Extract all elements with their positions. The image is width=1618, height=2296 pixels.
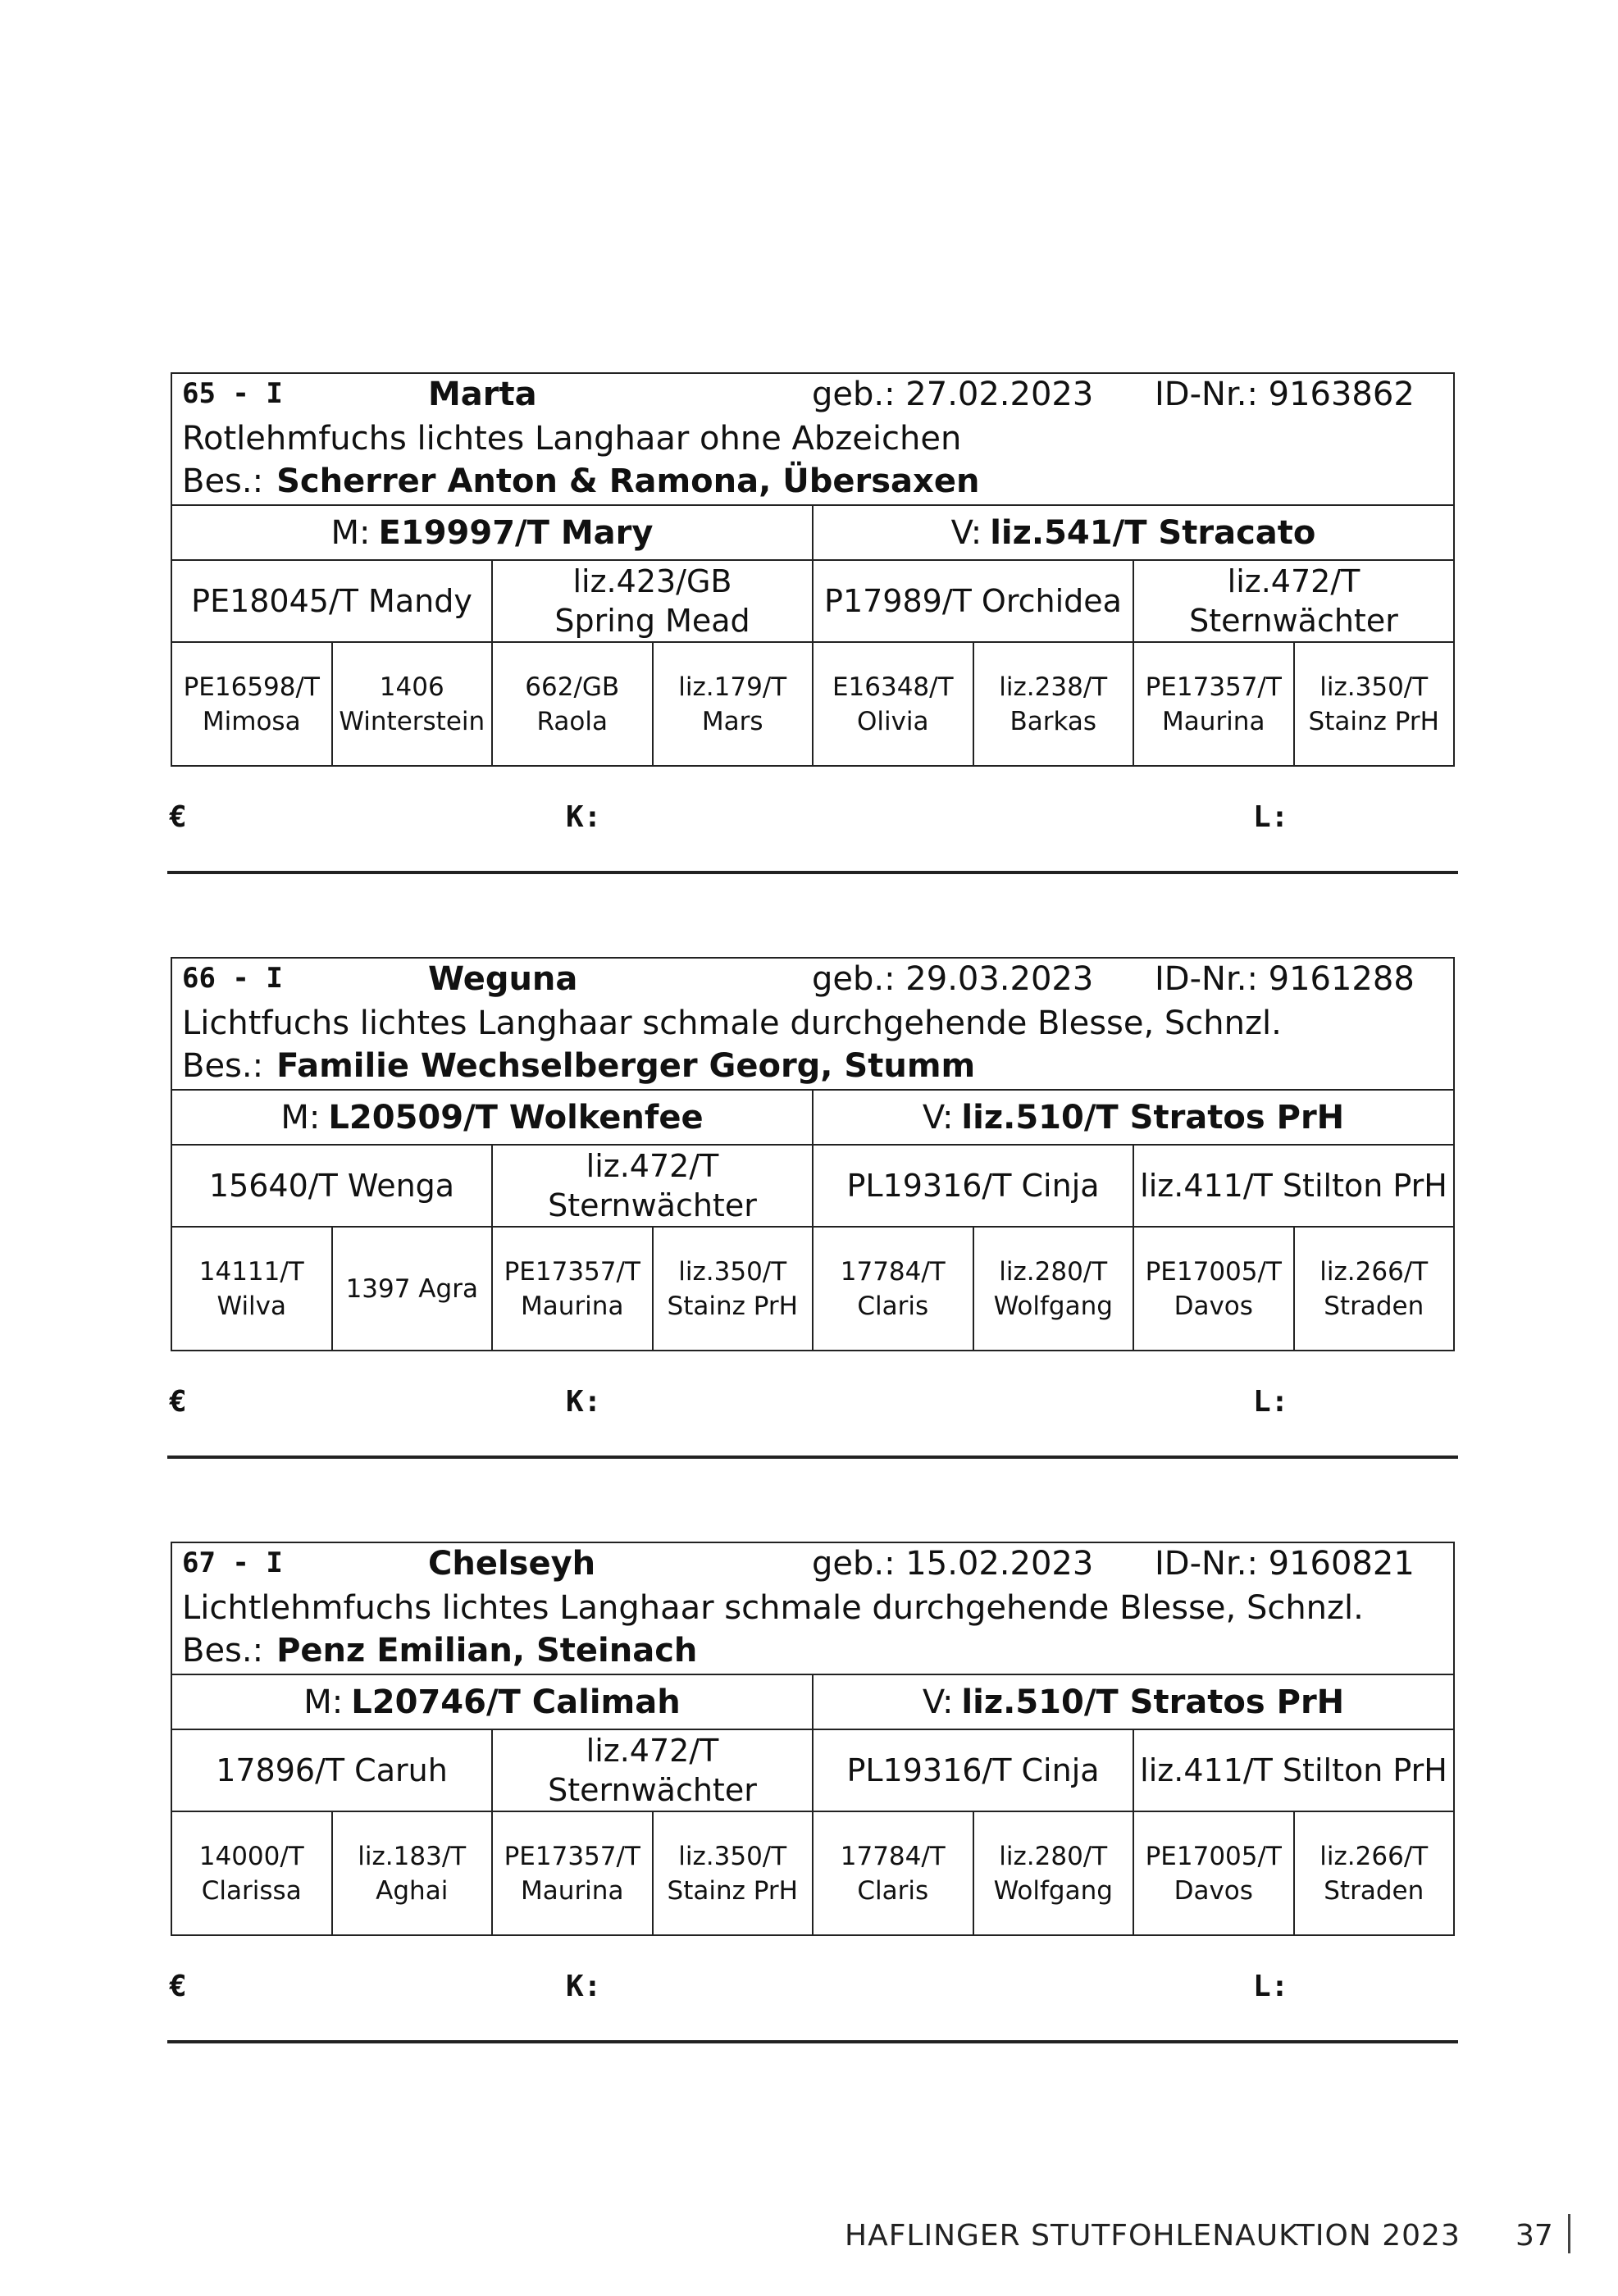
- owner-label: Bes.:: [182, 462, 264, 500]
- father-prefix: V:: [950, 513, 982, 552]
- lot-number: 65 - I: [182, 377, 283, 410]
- mother-cell: [172, 1091, 814, 1144]
- grandparent-cell: liz.423/GB Spring Mead: [491, 561, 812, 641]
- lot-separator: [167, 2040, 1458, 2043]
- birth-date: geb.: 29.03.2023: [812, 960, 1094, 998]
- great-grandparent-cell: PE17357/T Maurina: [491, 1228, 652, 1350]
- mother-name: L20746/T Calimah: [351, 1683, 681, 1721]
- great-grandparent-cell: PE17357/T Maurina: [1133, 643, 1293, 765]
- great-grandparent-cell: 14000/T Clarissa: [198, 1841, 304, 1906]
- great-grandparents-row: [172, 1228, 1453, 1350]
- auction-result-line: [169, 800, 1456, 850]
- great-grandparent-cell: 17784/T Claris: [812, 1812, 973, 1934]
- grandparent-cell: PE18045/T Mandy: [191, 583, 472, 619]
- owner-name: Penz Emilian, Steinach: [276, 1632, 698, 1670]
- pedigree-table: [171, 372, 1455, 767]
- foal-name: Weguna: [428, 960, 578, 998]
- grandparent-cell: liz.411/T Stilton PrH: [1133, 1730, 1453, 1811]
- great-grandparent-cell: 17784/T Claris: [812, 1228, 973, 1350]
- great-grandparent-cell: 1406 Winterstein: [331, 643, 492, 765]
- great-grandparent-cell: PE17005/T Davos: [1133, 1228, 1293, 1350]
- birth-date: geb.: 15.02.2023: [812, 1545, 1094, 1583]
- lot-entry: [169, 1542, 1455, 2003]
- auction-result-line: [169, 1385, 1456, 1434]
- grandparent-cell: liz.472/T Sternwächter: [491, 1146, 812, 1226]
- mother-name: L20509/T Wolkenfee: [328, 1098, 704, 1137]
- great-grandparent-cell: E16348/T Olivia: [812, 643, 973, 765]
- great-grandparent-cell: PE16598/T Mimosa: [183, 672, 320, 736]
- grandparents-row: [172, 1146, 1453, 1228]
- owner-name: Familie Wechselberger Georg, Stumm: [276, 1047, 976, 1085]
- great-grandparent-cell: 14111/T Wilva: [198, 1256, 304, 1321]
- father-name: liz.541/T Stracato: [990, 513, 1316, 552]
- pedigree-table: [171, 1542, 1455, 1936]
- parents-row: [172, 506, 1453, 561]
- lot-label: L:: [1253, 800, 1289, 834]
- grandparents-row: [172, 561, 1453, 643]
- great-grandparent-cell: liz.350/T Stainz PrH: [652, 1812, 813, 1934]
- owner-label: Bes.:: [182, 1047, 264, 1085]
- footer-title: HAFLINGER STUTFOHLENAUKTION 2023: [845, 2219, 1461, 2253]
- euro-label: €: [169, 1385, 187, 1419]
- grandparent-cell: PL19316/T Cinja: [812, 1730, 1133, 1811]
- grandparent-cell: 15640/T Wenga: [208, 1168, 455, 1204]
- lot-entry: [169, 957, 1455, 1419]
- great-grandparent-cell: liz.238/T Barkas: [973, 643, 1133, 765]
- lot-number: 67 - I: [182, 1547, 283, 1579]
- foal-name: Chelseyh: [428, 1545, 596, 1583]
- mother-prefix: M:: [303, 1683, 344, 1721]
- color-description: Rotlehmfuchs lichtes Langhaar ohne Abzeichen: [182, 420, 962, 458]
- father-name: liz.510/T Stratos PrH: [961, 1098, 1345, 1137]
- birth-date: geb.: 27.02.2023: [812, 376, 1094, 413]
- mother-cell: [172, 506, 814, 559]
- lot-separator: [167, 1456, 1458, 1459]
- father-cell: [814, 506, 1453, 559]
- father-cell: [814, 1091, 1453, 1144]
- great-grandparent-cell: PE17005/T Davos: [1133, 1812, 1293, 1934]
- great-grandparent-cell: liz.183/T Aghai: [331, 1812, 492, 1934]
- great-grandparent-cell: liz.350/T Stainz PrH: [1293, 643, 1454, 765]
- grandparents-row: [172, 1730, 1453, 1812]
- lot-entry: [169, 372, 1455, 834]
- grandparent-cell: liz.411/T Stilton PrH: [1133, 1146, 1453, 1226]
- euro-label: €: [169, 800, 187, 834]
- great-grandparent-cell: liz.280/T Wolfgang: [973, 1812, 1133, 1934]
- id-number: ID-Nr.: 9161288: [1155, 960, 1415, 998]
- page-number-divider: [1568, 2214, 1570, 2253]
- father-prefix: V:: [922, 1098, 954, 1137]
- color-description: Lichtlehmfuchs lichtes Langhaar schmale durchgehende Blesse, Schnzl.: [182, 1589, 1364, 1627]
- great-grandparent-cell: 662/GB Raola: [491, 643, 652, 765]
- color-description: Lichtfuchs lichtes Langhaar schmale durchgehende Blesse, Schnzl.: [182, 1004, 1282, 1042]
- lot-label: L:: [1253, 1385, 1289, 1419]
- great-grandparents-row: [172, 643, 1453, 765]
- id-number: ID-Nr.: 9163862: [1155, 376, 1415, 413]
- euro-label: €: [169, 1970, 187, 2003]
- owner-line: [182, 1632, 697, 1670]
- id-number: ID-Nr.: 9160821: [1155, 1545, 1415, 1583]
- mother-prefix: M:: [280, 1098, 321, 1137]
- auction-result-line: [169, 1970, 1456, 2019]
- great-grandparent-cell: liz.280/T Wolfgang: [973, 1228, 1133, 1350]
- buyer-label: K:: [566, 1970, 602, 2003]
- lot-separator: [167, 871, 1458, 874]
- father-name: liz.510/T Stratos PrH: [961, 1683, 1345, 1721]
- great-grandparent-cell: 1397 Agra: [331, 1228, 492, 1350]
- great-grandparents-row: [172, 1812, 1453, 1934]
- parents-row: [172, 1675, 1453, 1730]
- great-grandparent-cell: PE17357/T Maurina: [491, 1812, 652, 1934]
- lot-label: L:: [1253, 1970, 1289, 2003]
- owner-name: Scherrer Anton & Ramona, Übersaxen: [276, 462, 980, 500]
- owner-line: [182, 462, 979, 500]
- grandparent-cell: P17989/T Orchidea: [812, 561, 1133, 641]
- great-grandparent-cell: liz.350/T Stainz PrH: [652, 1228, 813, 1350]
- parents-row: [172, 1091, 1453, 1146]
- owner-label: Bes.:: [182, 1632, 264, 1670]
- mother-prefix: M:: [330, 513, 371, 552]
- great-grandparent-cell: liz.266/T Straden: [1293, 1228, 1454, 1350]
- father-cell: [814, 1675, 1453, 1729]
- grandparent-cell: liz.472/T Sternwächter: [1133, 561, 1453, 641]
- mother-cell: [172, 1675, 814, 1729]
- great-grandparent-cell: liz.179/T Mars: [652, 643, 813, 765]
- mother-name: E19997/T Mary: [378, 513, 654, 552]
- great-grandparent-cell: liz.266/T Straden: [1293, 1812, 1454, 1934]
- grandparent-cell: 17896/T Caruh: [216, 1752, 448, 1788]
- page-number: 37: [1515, 2219, 1553, 2253]
- grandparent-cell: PL19316/T Cinja: [812, 1146, 1133, 1226]
- buyer-label: K:: [566, 1385, 602, 1419]
- lot-header: [172, 959, 1453, 1091]
- lot-number: 66 - I: [182, 962, 283, 995]
- grandparent-cell: liz.472/T Sternwächter: [491, 1730, 812, 1811]
- owner-line: [182, 1047, 975, 1085]
- father-prefix: V:: [922, 1683, 954, 1721]
- buyer-label: K:: [566, 800, 602, 834]
- pedigree-table: [171, 957, 1455, 1351]
- lot-header: [172, 1543, 1453, 1675]
- lot-header: [172, 374, 1453, 506]
- foal-name: Marta: [428, 376, 537, 413]
